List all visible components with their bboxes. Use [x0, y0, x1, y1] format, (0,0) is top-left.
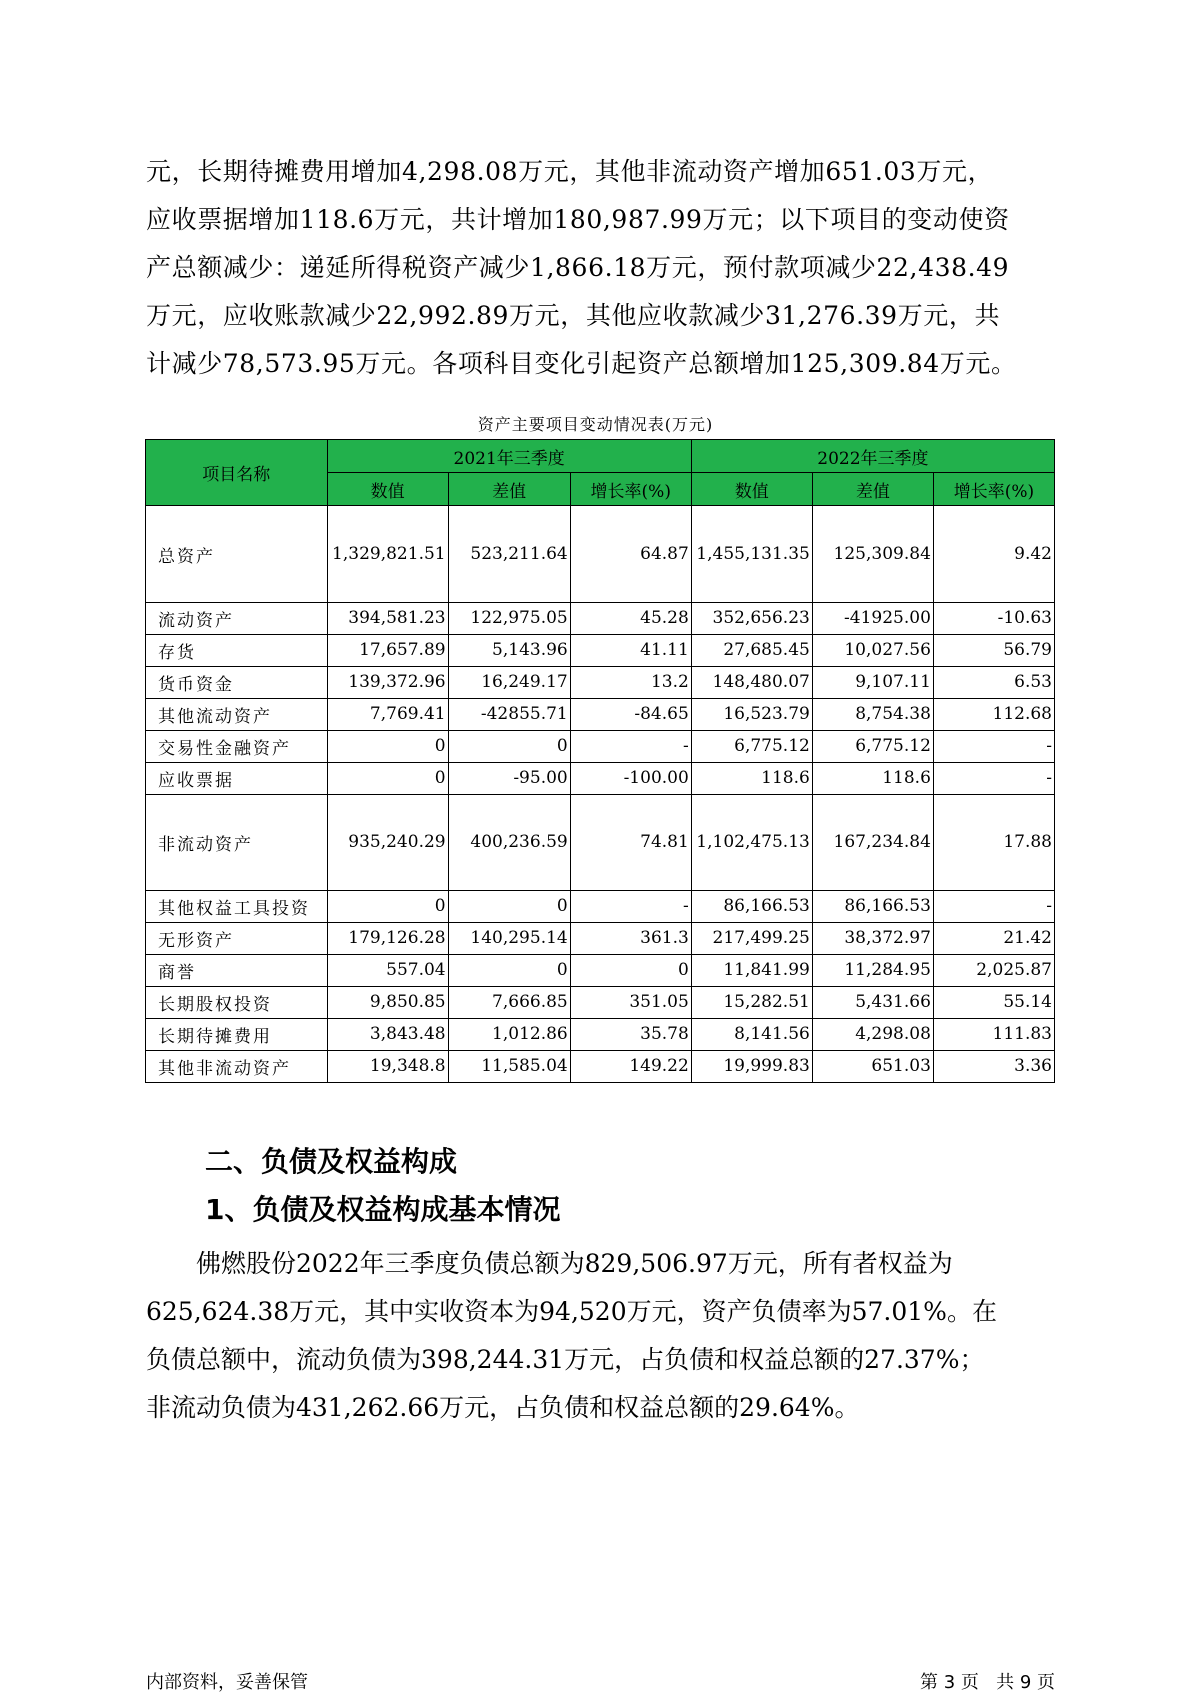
row-value-cell: 352,656.23: [691, 603, 812, 635]
row-value-cell: 167,234.84: [812, 795, 933, 891]
row-value-cell: 6.53: [933, 667, 1054, 699]
row-value-cell: 5,143.96: [448, 635, 570, 667]
row-value-cell: 0: [327, 763, 448, 795]
row-value-cell: 13.2: [570, 667, 691, 699]
row-value-cell: 17,657.89: [327, 635, 448, 667]
row-name-cell: 长期待摊费用: [146, 1019, 328, 1051]
row-value-cell: 651.03: [812, 1051, 933, 1083]
table-row: [146, 795, 1055, 891]
header-period-2022: 2022年三季度: [691, 440, 1054, 473]
row-value-cell: -: [570, 891, 691, 923]
row-value-cell: -100.00: [570, 763, 691, 795]
row-value-cell: 139,372.96: [327, 667, 448, 699]
row-value-cell: 38,372.97: [812, 923, 933, 955]
row-value-cell: -: [933, 763, 1054, 795]
row-value-cell: 8,754.38: [812, 699, 933, 731]
row-value-cell: -41925.00: [812, 603, 933, 635]
row-value-cell: 1,012.86: [448, 1019, 570, 1051]
table-caption: 资产主要项目变动情况表(万元): [477, 415, 714, 434]
row-value-cell: 1,455,131.35: [691, 506, 812, 603]
row-name-cell: 流动资产: [146, 603, 328, 635]
row-name-cell: 其他权益工具投资: [146, 891, 328, 923]
row-name-cell: 其他非流动资产: [146, 1051, 328, 1083]
row-name-cell: 总资产: [146, 506, 328, 603]
body-line: 负债总额中，流动负债为398,244.31万元，占负债和权益总额的27.37%；: [146, 1345, 985, 1374]
row-value-cell: 16,523.79: [691, 699, 812, 731]
table-row: [146, 1019, 1055, 1051]
row-value-cell: 400,236.59: [448, 795, 570, 891]
table-row: [146, 1051, 1055, 1083]
row-value-cell: 118.6: [691, 763, 812, 795]
row-value-cell: -: [570, 731, 691, 763]
row-value-cell: -: [933, 891, 1054, 923]
header-period-2021: 2021年三季度: [327, 440, 691, 473]
header-item-name: 项目名称: [146, 440, 328, 506]
row-value-cell: 557.04: [327, 955, 448, 987]
row-value-cell: 15,282.51: [691, 987, 812, 1019]
row-value-cell: 1,329,821.51: [327, 506, 448, 603]
row-value-cell: 0: [448, 891, 570, 923]
row-value-cell: 361.3: [570, 923, 691, 955]
table-row: [146, 923, 1055, 955]
row-value-cell: 149.22: [570, 1051, 691, 1083]
row-value-cell: 45.28: [570, 603, 691, 635]
row-value-cell: 3,843.48: [327, 1019, 448, 1051]
table-row: [146, 635, 1055, 667]
row-value-cell: 27,685.45: [691, 635, 812, 667]
row-value-cell: 148,480.07: [691, 667, 812, 699]
row-value-cell: 11,585.04: [448, 1051, 570, 1083]
row-value-cell: 111.83: [933, 1019, 1054, 1051]
body-line: 非流动负债为431,262.66万元，占负债和权益总额的29.64%。: [146, 1393, 860, 1422]
row-value-cell: -42855.71: [448, 699, 570, 731]
row-value-cell: 140,295.14: [448, 923, 570, 955]
row-value-cell: 9,107.11: [812, 667, 933, 699]
table-row: [146, 987, 1055, 1019]
row-value-cell: 351.05: [570, 987, 691, 1019]
row-value-cell: 35.78: [570, 1019, 691, 1051]
row-name-cell: 存货: [146, 635, 328, 667]
row-value-cell: 11,841.99: [691, 955, 812, 987]
body-paragraph: [146, 1240, 1046, 1432]
row-name-cell: 商誉: [146, 955, 328, 987]
header-diff-2022: 差值: [812, 473, 933, 506]
row-value-cell: 9,850.85: [327, 987, 448, 1019]
row-name-cell: 交易性金融资产: [146, 731, 328, 763]
header-value-2022: 数值: [691, 473, 812, 506]
row-value-cell: 179,126.28: [327, 923, 448, 955]
row-value-cell: 0: [448, 955, 570, 987]
header-rate-2022: 增长率(%): [933, 473, 1054, 506]
table-row: [146, 891, 1055, 923]
row-name-cell: 无形资产: [146, 923, 328, 955]
row-value-cell: 0: [327, 731, 448, 763]
row-value-cell: -10.63: [933, 603, 1054, 635]
row-value-cell: 6,775.12: [691, 731, 812, 763]
row-value-cell: 9.42: [933, 506, 1054, 603]
table-row: [146, 506, 1055, 603]
body-line: 625,624.38万元，其中实收资本为94,520万元，资产负债率为57.01%。在: [146, 1297, 997, 1326]
table-row: [146, 955, 1055, 987]
row-value-cell: 56.79: [933, 635, 1054, 667]
row-value-cell: 17.88: [933, 795, 1054, 891]
header-diff-2021: 差值: [448, 473, 570, 506]
row-name-cell: 货币资金: [146, 667, 328, 699]
row-name-cell: 应收票据: [146, 763, 328, 795]
row-value-cell: 7,666.85: [448, 987, 570, 1019]
row-value-cell: 19,999.83: [691, 1051, 812, 1083]
subsection-heading: 1、负债及权益构成基本情况: [205, 1193, 561, 1226]
row-value-cell: -84.65: [570, 699, 691, 731]
section-heading: 二、负债及权益构成: [205, 1145, 458, 1178]
table-row: [146, 603, 1055, 635]
intro-line: 计减少78,573.95万元。各项科目变化引起资产总额增加125,309.84万元。: [146, 349, 1017, 378]
table-row: [146, 763, 1055, 795]
intro-line: 万元，应收账款减少22,992.89万元，其他应收款减少31,276.39万元，共: [146, 301, 1001, 330]
intro-paragraph: [146, 148, 1046, 388]
row-name-cell: 长期股权投资: [146, 987, 328, 1019]
footer-confidential-note: 内部资料，妥善保管: [146, 1672, 308, 1693]
intro-line: 应收票据增加118.6万元，共计增加180,987.99万元；以下项目的变动使资: [146, 205, 1010, 234]
row-value-cell: 10,027.56: [812, 635, 933, 667]
row-value-cell: 0: [570, 955, 691, 987]
row-value-cell: 55.14: [933, 987, 1054, 1019]
row-value-cell: 86,166.53: [691, 891, 812, 923]
row-value-cell: 394,581.23: [327, 603, 448, 635]
row-value-cell: 86,166.53: [812, 891, 933, 923]
row-value-cell: 6,775.12: [812, 731, 933, 763]
row-value-cell: 16,249.17: [448, 667, 570, 699]
header-rate-2021: 增长率(%): [570, 473, 691, 506]
row-value-cell: 64.87: [570, 506, 691, 603]
row-name-cell: 非流动资产: [146, 795, 328, 891]
header-value-2021: 数值: [327, 473, 448, 506]
table-row: [146, 667, 1055, 699]
row-value-cell: 112.68: [933, 699, 1054, 731]
row-value-cell: 118.6: [812, 763, 933, 795]
row-value-cell: 8,141.56: [691, 1019, 812, 1051]
row-value-cell: 1,102,475.13: [691, 795, 812, 891]
table-row: [146, 731, 1055, 763]
row-value-cell: 0: [327, 891, 448, 923]
intro-line: 元，长期待摊费用增加4,298.08万元，其他非流动资产增加651.03万元，: [146, 157, 994, 186]
row-value-cell: 21.42: [933, 923, 1054, 955]
body-line: 佛燃股份2022年三季度负债总额为829,506.97万元，所有者权益为: [196, 1249, 953, 1278]
row-name-cell: 其他流动资产: [146, 699, 328, 731]
row-value-cell: 523,211.64: [448, 506, 570, 603]
row-value-cell: 122,975.05: [448, 603, 570, 635]
row-value-cell: 41.11: [570, 635, 691, 667]
row-value-cell: 19,348.8: [327, 1051, 448, 1083]
row-value-cell: 125,309.84: [812, 506, 933, 603]
row-value-cell: 935,240.29: [327, 795, 448, 891]
row-value-cell: 0: [448, 731, 570, 763]
table-row: [146, 699, 1055, 731]
assets-change-table: [145, 439, 1055, 1083]
intro-line: 产总额减少：递延所得税资产减少1,866.18万元，预付款项减少22,438.49: [146, 253, 1010, 282]
footer-page-number: 第 3 页 共 9 页: [920, 1672, 1055, 1693]
row-value-cell: 7,769.41: [327, 699, 448, 731]
row-value-cell: 11,284.95: [812, 955, 933, 987]
row-value-cell: 3.36: [933, 1051, 1054, 1083]
row-value-cell: 74.81: [570, 795, 691, 891]
row-value-cell: -: [933, 731, 1054, 763]
row-value-cell: -95.00: [448, 763, 570, 795]
row-value-cell: 217,499.25: [691, 923, 812, 955]
row-value-cell: 2,025.87: [933, 955, 1054, 987]
row-value-cell: 5,431.66: [812, 987, 933, 1019]
row-value-cell: 4,298.08: [812, 1019, 933, 1051]
